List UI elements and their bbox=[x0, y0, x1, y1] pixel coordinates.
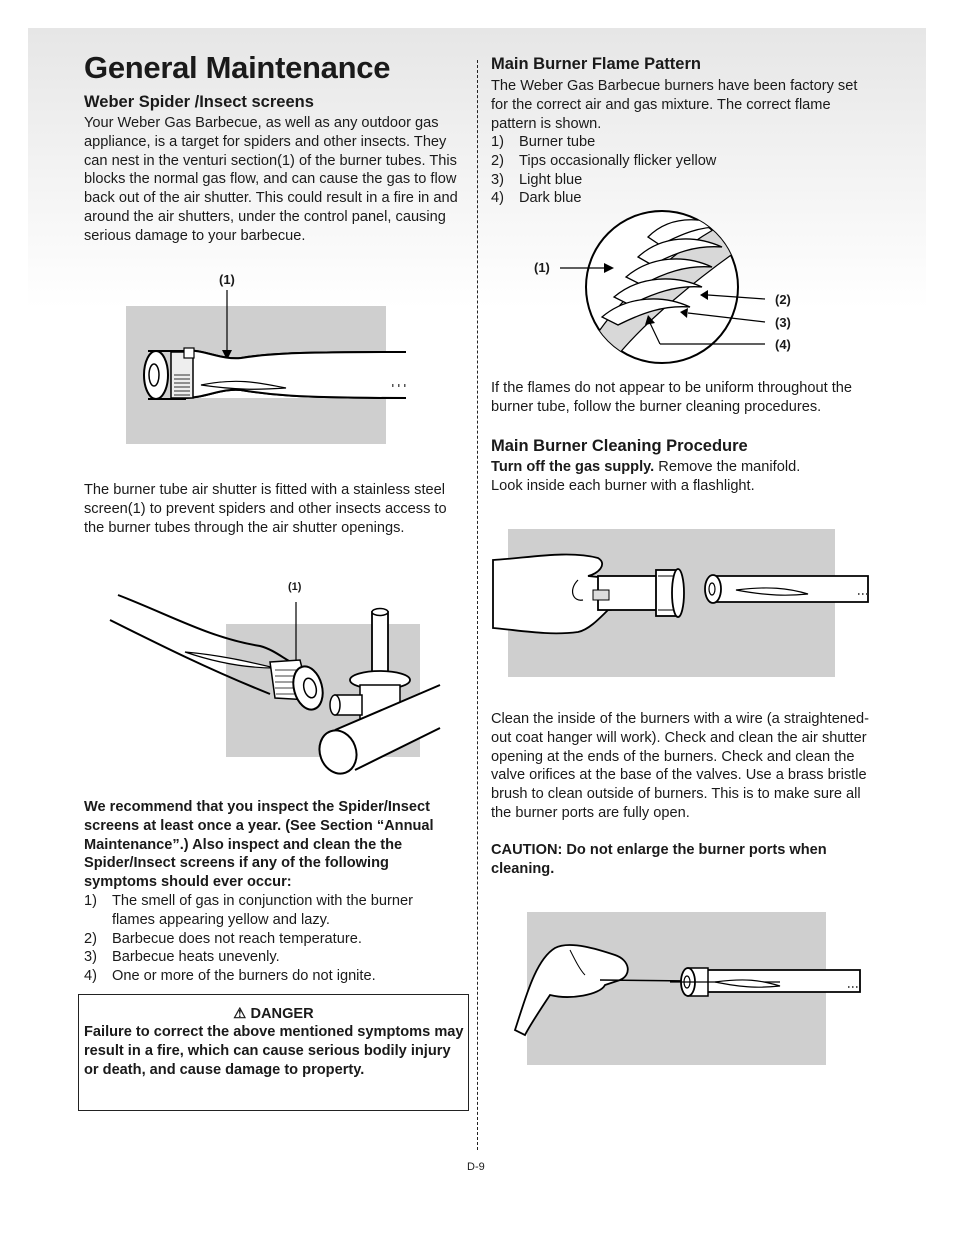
danger-title: DANGER bbox=[250, 1006, 314, 1022]
warning-triangle-icon: ⚠ bbox=[233, 1006, 247, 1022]
danger-warning-box bbox=[78, 994, 469, 1111]
turn-off-gas-text: Turn off the gas supply. bbox=[491, 459, 655, 475]
flame-parts-list bbox=[491, 133, 861, 208]
list-item: 1) Burner tube bbox=[491, 134, 596, 150]
page-number: D-9 bbox=[467, 1161, 485, 1173]
flame-callout-1: (1) bbox=[534, 260, 550, 275]
flame-pattern-illustration bbox=[560, 205, 780, 375]
screen-description-text: The burner tube air shutter is fitted with a stainless steel screen(1) to prevent spiders and other insects access to the burner tubes through the air shutter openings. bbox=[84, 482, 447, 536]
cleaning-procedure-heading: Main Burner Cleaning Procedure bbox=[491, 437, 748, 455]
spider-screens-heading: Weber Spider /Insect screens bbox=[84, 93, 314, 111]
uniform-flames-text: If the flames do not appear to be uniform throughout the burner tube, follow the burner cleaning procedures. bbox=[491, 380, 853, 415]
cleaning-procedure-intro bbox=[491, 458, 881, 496]
flashlight-text: Look inside each burner with a flashlight. bbox=[491, 477, 755, 494]
list-item: 4) Dark blue bbox=[491, 190, 582, 207]
remove-manifold-text: Remove the manifold. bbox=[654, 459, 801, 475]
flame-callout-2: (2) bbox=[775, 292, 791, 307]
list-item: 3) Barbecue heats unevenly. bbox=[84, 949, 280, 966]
clean-burners-text: Clean the inside of the burners with a wire (a straightened-out coat hanger will work). Check and clean the air shutter opening at the ends of the burners. Check and clean the valve orifices at the base of the valves. Use a brass bristle brush to clean outside of burners. This is to make sure all the burner ports are fully open. bbox=[491, 711, 870, 821]
list-item: 1) The smell of gas in conjunction with the burner flames appearing yellow and lazy. bbox=[84, 893, 413, 928]
flashlight-inspection-illustration bbox=[488, 540, 878, 650]
spider-screens-text: Your Weber Gas Barbecue, as well as any outdoor gas appliance, is a target for spiders and other insects. They can nest in the venturi section(1) of the burner tubes. This blocks the normal gas flow, and can cause the gas to flow back out of the air shutter. This could result in a fire in and around the air shutters, under the control panel, causing serious damage to your barbecue. bbox=[84, 115, 458, 244]
figure2-callout-label: (1) bbox=[288, 581, 302, 593]
burner-valve-illustration bbox=[110, 590, 440, 790]
flame-callout-3: (3) bbox=[775, 315, 791, 330]
wire-cleaning-illustration bbox=[510, 930, 890, 1040]
column-divider bbox=[477, 60, 478, 1150]
flame-pattern-text: The Weber Gas Barbecue burners have been factory set for the correct air and gas mixture. The correct flame pattern is shown. bbox=[491, 78, 858, 132]
list-item: 4) One or more of the burners do not ignite. bbox=[84, 968, 376, 985]
flame-callout-4: (4) bbox=[775, 337, 791, 352]
list-item: 2) Barbecue does not reach temperature. bbox=[84, 930, 362, 947]
list-item: 2) Tips occasionally flicker yellow bbox=[491, 152, 717, 169]
recommend-inspection-text: We recommend that you inspect the Spider/Insect screens at least once a year. (See Section “Annual Maintenance”.) Also inspect and clean the the Spider/Insect screens if any of the following symptoms should ever occur: bbox=[84, 799, 434, 891]
danger-text: Failure to correct the above mentioned symptoms may result in a fire, which can cause serious bodily injury or death, and cause damage to property. bbox=[84, 1024, 464, 1078]
symptoms-list bbox=[84, 892, 454, 986]
caution-text: CAUTION: Do not enlarge the burner ports when cleaning. bbox=[491, 842, 827, 877]
list-item: 3) Light blue bbox=[491, 171, 583, 188]
burner-tube-illustration bbox=[126, 280, 426, 450]
flame-pattern-heading: Main Burner Flame Pattern bbox=[491, 55, 701, 73]
figure1-callout-label: (1) bbox=[219, 272, 235, 287]
page-title: General Maintenance bbox=[84, 50, 391, 85]
danger-header bbox=[79, 1005, 468, 1022]
